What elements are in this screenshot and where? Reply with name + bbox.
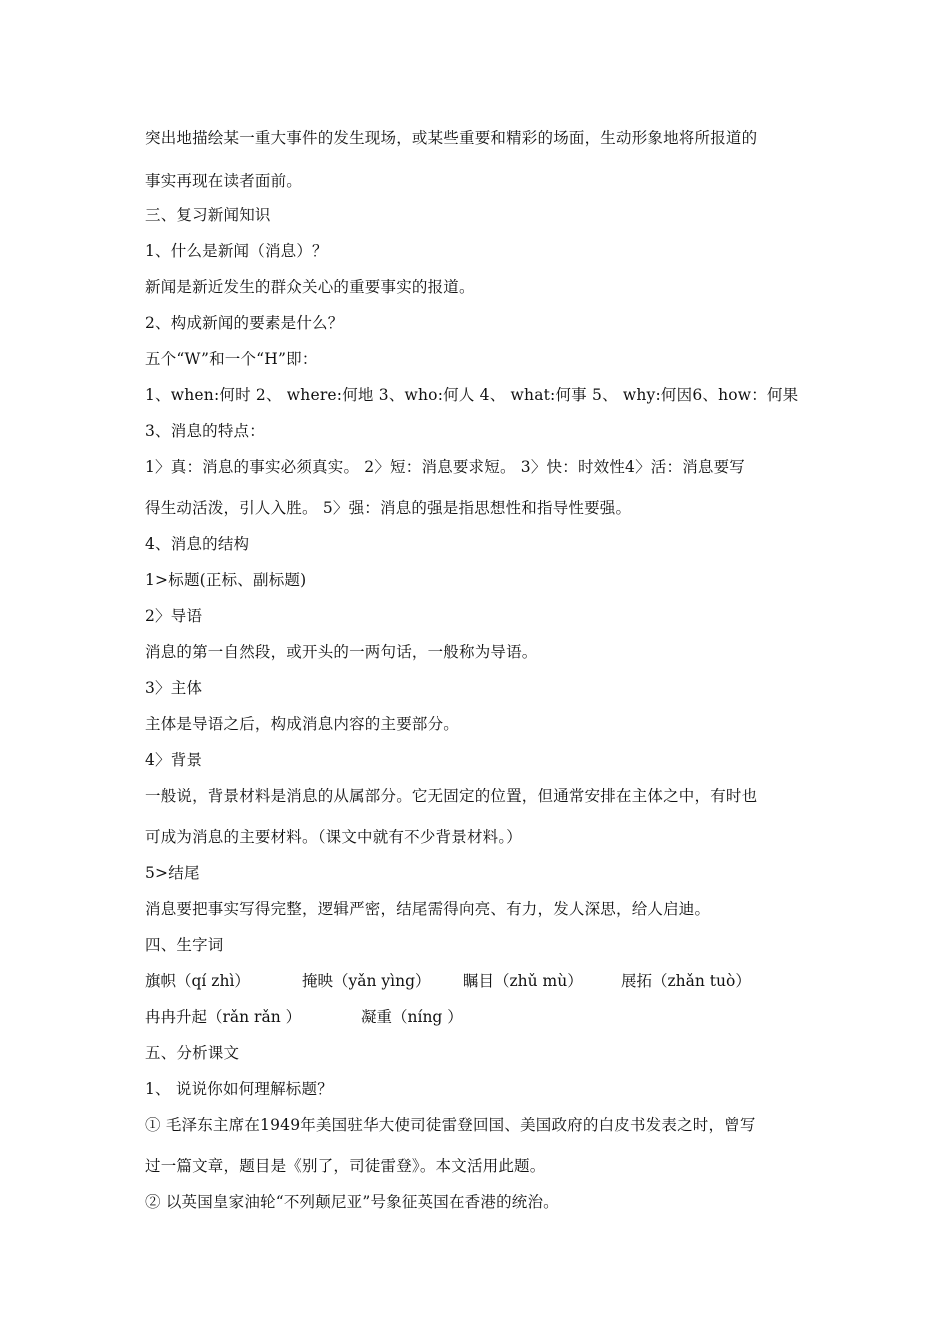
paragraph-line: 突出地描绘某一重大事件的发生现场，或某些重要和精彩的场面，生动形象地将所报道的 <box>145 129 758 147</box>
paragraph-line: 主体是导语之后，构成消息内容的主要部分。 <box>145 715 460 733</box>
paragraph-line: 事实再现在读者面前。 <box>145 172 303 190</box>
paragraph-line: 消息要把事实写得完整，逻辑严密，结尾需得向亮、有力，发人深思，给人启迪。 <box>145 900 711 918</box>
paragraph-line: 得生动活泼，引人入胜。 5〉强：消息的强是指思想性和指导性要强。 <box>145 499 632 517</box>
vocab-item: 冉冉升起（rǎn rǎn ） <box>145 1008 302 1026</box>
section-heading: 五、分析课文 <box>145 1044 240 1062</box>
paragraph-line: 过一篇文章，题目是《别了，司徒雷登》。本文活用此题。 <box>145 1157 546 1175</box>
paragraph-line: 1、when:何时 2、 where:何地 3、who:何人 4、 what:何事 5、 why:何因6、how：何果 <box>145 386 799 404</box>
vocab-item: 凝重（níng ） <box>361 1008 463 1026</box>
vocab-item: 展拓（zhǎn tuò） <box>621 972 751 990</box>
question-heading: 4、消息的结构 <box>145 535 250 553</box>
vocab-item: 掩映（yǎn yìng） <box>302 972 431 990</box>
vocab-item: 旗帜（qí zhì） <box>145 972 250 990</box>
paragraph-line: ② 以英国皇家油轮“不列颠尼亚”号象征英国在香港的统治。 <box>145 1193 559 1211</box>
section-heading: 三、复习新闻知识 <box>145 206 271 224</box>
paragraph-line: 3〉主体 <box>145 679 203 697</box>
question-heading: 2、构成新闻的要素是什么？ <box>145 314 344 332</box>
question-heading: 1、什么是新闻（消息）？ <box>145 242 328 260</box>
paragraph-line: 五个“W”和一个“H”即： <box>145 350 318 368</box>
paragraph-line: 1〉真：消息的事实必须真实。 2〉短：消息要求短。 3〉快：时效性4〉活：消息要写 <box>145 458 746 476</box>
paragraph-line: 1>标题(正标、副标题) <box>145 571 307 589</box>
paragraph-line: 消息的第一自然段，或开头的一两句话，一般称为导语。 <box>145 643 538 661</box>
vocab-item: 瞩目（zhǔ mù） <box>463 972 583 990</box>
section-heading: 四、生字词 <box>145 936 224 954</box>
paragraph-line: 5>结尾 <box>145 864 200 882</box>
paragraph-line: 4〉背景 <box>145 751 203 769</box>
paragraph-line: 可成为消息的主要材料。（课文中就有不少背景材料。） <box>145 828 523 846</box>
paragraph-line: 新闻是新近发生的群众关心的重要事实的报道。 <box>145 278 475 296</box>
paragraph-line: 一般说，背景材料是消息的从属部分。它无固定的位置，但通常安排在主体之中，有时也 <box>145 787 758 805</box>
question-heading: 3、消息的特点： <box>145 422 265 440</box>
question-heading: 1、 说说你如何理解标题？ <box>145 1080 333 1098</box>
paragraph-line: ① 毛泽东主席在1949年美国驻华大使司徒雷登回国、美国政府的白皮书发表之时，曾写 <box>145 1116 756 1134</box>
paragraph-line: 2〉导语 <box>145 607 203 625</box>
